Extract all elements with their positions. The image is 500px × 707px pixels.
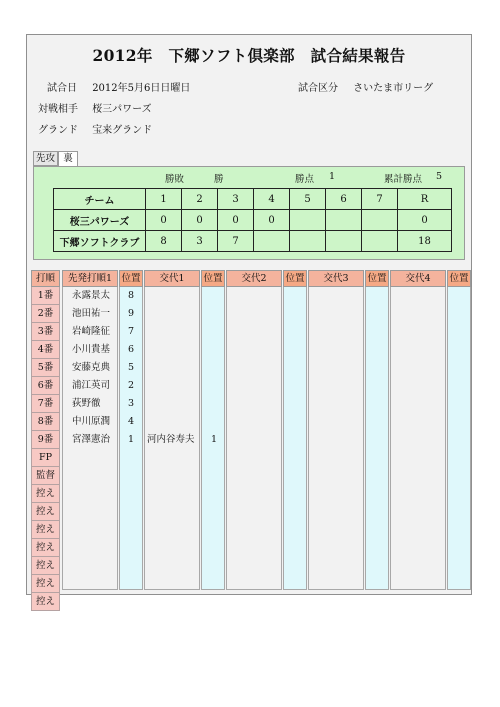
header-sub2: 交代2 (226, 270, 282, 287)
starter-player-pos: 2 (127, 380, 135, 391)
score-cell: 0 (254, 210, 290, 231)
report-sheet (26, 34, 472, 607)
header-inning-7: 7 (362, 189, 398, 210)
starter-player-name: 宮澤憲治 (72, 434, 111, 445)
starter-player-pos: 4 (127, 416, 135, 427)
header-batting-order: 打順 (31, 270, 60, 287)
winloss-value: 勝 (214, 174, 224, 185)
score-cell (290, 231, 326, 252)
sub4-pos-column (447, 270, 471, 287)
score-cell (362, 231, 398, 252)
starter-pos-list (119, 287, 143, 590)
batting-order-cell: 控え (31, 521, 60, 539)
score-cell (362, 210, 398, 231)
starter-player-pos: 5 (127, 362, 135, 373)
date-value: 2012年5月6日日曜日 (92, 83, 191, 94)
header-sub2-pos: 位置 (283, 270, 307, 287)
starter-player-pos: 1 (127, 434, 135, 445)
batting-order-cell: 6番 (31, 377, 60, 395)
report-title: 2012年 下郷ソフト倶楽部 試合結果報告 (92, 46, 406, 65)
header-inning-3: 3 (218, 189, 254, 210)
score-panel (33, 166, 465, 260)
sub4-pos-list (447, 287, 471, 590)
scoreboard-row-home (54, 231, 452, 252)
total-runs: 0 (398, 210, 452, 231)
sub1-pos-list (201, 287, 225, 590)
batting-order-cell: 控え (31, 485, 60, 503)
header-team: チーム (54, 189, 146, 210)
scoreboard-table (53, 188, 452, 252)
sub2-list (226, 287, 282, 590)
header-inning-5: 5 (290, 189, 326, 210)
score-cell: 7 (218, 231, 254, 252)
header-runs: R (398, 189, 452, 210)
batting-order-cell: 4番 (31, 341, 60, 359)
score-cell (326, 210, 362, 231)
score-cell: 0 (182, 210, 218, 231)
header-sub3: 交代3 (308, 270, 364, 287)
sub3-pos-column (365, 270, 389, 287)
scoreboard-header-row (54, 189, 452, 210)
sub2-column (226, 270, 282, 287)
batting-order-cell: 9番 (31, 431, 60, 449)
starter-player-pos: 8 (127, 290, 135, 301)
sub2-pos-column (283, 270, 307, 287)
scoreboard-row-away (54, 210, 452, 231)
batting-order-cell: 3番 (31, 323, 60, 341)
batting-order-cell: 控え (31, 575, 60, 593)
starter-player-name: 安藤克典 (72, 362, 111, 373)
header-inning-2: 2 (182, 189, 218, 210)
sub2-pos-list (283, 287, 307, 590)
winloss-label: 勝敗 (165, 174, 185, 185)
header-starter: 先発打順1 (62, 270, 118, 287)
starter-column (62, 270, 118, 445)
header-inning-1: 1 (146, 189, 182, 210)
batting-order-cell: 控え (31, 557, 60, 575)
sub1-player-name: 河内谷寿夫 (147, 434, 195, 445)
batting-order-cell: 控え (31, 539, 60, 557)
batting-order-cell: 2番 (31, 305, 60, 323)
starter-player-pos: 9 (127, 308, 135, 319)
header-sub1: 交代1 (144, 270, 200, 287)
ground-value: 宝来グランド (92, 125, 153, 136)
date-label: 試合日 (47, 83, 77, 94)
total-points-label: 累計勝点 (384, 174, 423, 185)
header-inning-4: 4 (254, 189, 290, 210)
starter-player-name: 小川貴基 (72, 344, 111, 355)
score-cell: 0 (146, 210, 182, 231)
sub4-column (390, 270, 446, 287)
team-name: 下郷ソフトクラブ (54, 231, 146, 252)
header-sub1-pos: 位置 (201, 270, 225, 287)
batting-order-list (31, 287, 60, 611)
batting-order-cell: 控え (31, 593, 60, 611)
starter-player-name: 荻野徹 (72, 398, 101, 409)
category-value: さいたま市リーグ (353, 83, 434, 94)
starter-player-name: 浦江英司 (72, 380, 111, 391)
total-points-value: 5 (436, 171, 443, 182)
header-sub4-pos: 位置 (447, 270, 471, 287)
opponent-value: 桜三パワーズ (92, 104, 152, 115)
tab-top-inning[interactable]: 先攻 (33, 151, 58, 166)
sub3-pos-list (365, 287, 389, 590)
batting-order-cell: 控え (31, 503, 60, 521)
sub1-list (144, 287, 200, 590)
batting-order-cell: 1番 (31, 287, 60, 305)
sub1-column (144, 270, 200, 445)
score-cell: 3 (182, 231, 218, 252)
score-cell: 8 (146, 231, 182, 252)
batting-order-column (31, 270, 60, 611)
starter-player-name: 池田祐一 (72, 308, 111, 319)
starter-player-pos: 6 (127, 344, 135, 355)
header-sub3-pos: 位置 (365, 270, 389, 287)
ground-label: グランド (38, 125, 78, 136)
batting-order-cell: FP (31, 449, 60, 467)
score-cell (290, 210, 326, 231)
sub1-player-pos: 1 (210, 434, 218, 445)
category-row (298, 79, 433, 94)
starter-player-pos: 3 (127, 398, 135, 409)
opponent-row (38, 100, 152, 115)
header-starter-pos: 位置 (119, 270, 143, 287)
batting-order-cell: 8番 (31, 413, 60, 431)
sub1-pos-column (201, 270, 225, 445)
points-label: 勝点 (295, 174, 315, 185)
starter-list (62, 287, 118, 590)
sub4-list (390, 287, 446, 590)
score-cell (254, 231, 290, 252)
date-row (47, 79, 190, 94)
batting-order-cell: 監督 (31, 467, 60, 485)
opponent-label: 対戦相手 (38, 104, 78, 115)
ground-row (38, 121, 152, 136)
starter-pos-column (119, 270, 143, 445)
score-cell: 0 (218, 210, 254, 231)
score-cell (326, 231, 362, 252)
starter-player-name: 岩崎隆征 (72, 326, 111, 337)
starter-player-name: 永露景太 (72, 290, 111, 301)
sub3-column (308, 270, 364, 287)
batting-order-cell: 7番 (31, 395, 60, 413)
sub3-list (308, 287, 364, 590)
starter-player-pos: 7 (127, 326, 135, 337)
category-label: 試合区分 (298, 83, 338, 94)
header-inning-6: 6 (326, 189, 362, 210)
header-sub4: 交代4 (390, 270, 446, 287)
starter-player-name: 中川原潤 (72, 416, 111, 427)
total-runs: 18 (398, 231, 452, 252)
tab-bottom-inning[interactable]: 裏 (58, 151, 78, 166)
team-name: 桜三パワーズ (54, 210, 146, 231)
points-value: 1 (329, 171, 336, 182)
batting-order-cell: 5番 (31, 359, 60, 377)
